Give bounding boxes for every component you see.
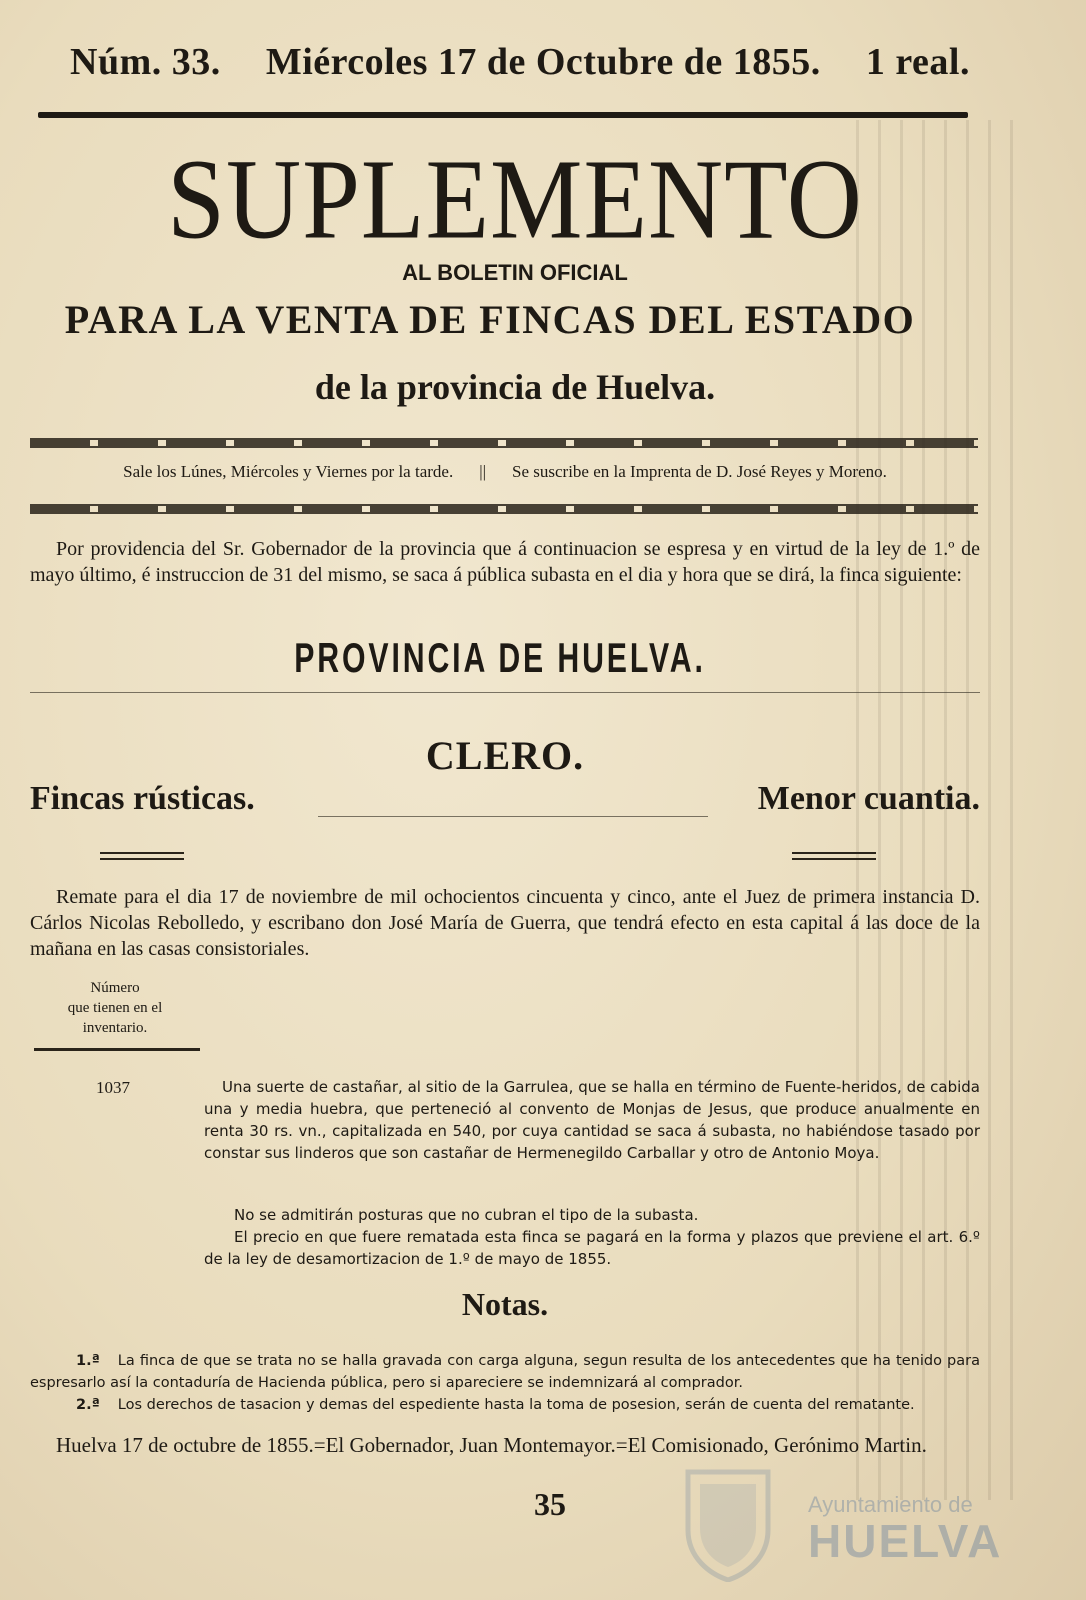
info-rule-top	[30, 438, 978, 448]
subscription-info: Se suscribe en la Imprenta de D. José Reyes y Moreno.	[512, 462, 887, 481]
note-text: Los derechos de tasacion y demas del espediente hasta la toma de posesion, serán de cuenta del rematante.	[117, 1397, 915, 1413]
left-ornament-rule	[100, 852, 184, 860]
auction-paragraph: Remate para el dia 17 de noviembre de mil ochocientos cincuenta y cinco, ante el Juez de primera instancia D. Cárlos Nicolas Rebolledo, y escribano don José María de Guerra, que tendrá efecto en esta capital á las doce de la mañana en las casas consistoriales.	[30, 886, 980, 960]
masthead-title: SUPLEMENTO	[167, 136, 863, 263]
info-separator: ||	[479, 462, 487, 481]
column-header-line: que tienen en el	[67, 1000, 163, 1016]
property-description: Una suerte de castañar, al sitio de la Garrulea, que se halla en término de Fuente-heridos, de cabida una y media huebra, que perteneció al convento de Monjas de Jesus, que produce anualmente en renta 30 rs. vn., capitalizada en 540, por cuya cantidad se saca á subasta, no habiéndose tasado por constar sus linderos que son castañar de Hermenegildo Carballar y otro de Antonio Moya.	[204, 1078, 980, 1162]
inventory-number: 1037	[96, 1078, 130, 1097]
masthead-subtitle: AL BOLETIN OFICIAL	[402, 260, 628, 285]
issue-number: Núm. 33.	[70, 41, 221, 83]
publication-schedule: Sale los Lúnes, Miércoles y Viernes por la tarde.	[123, 462, 454, 481]
inventory-column-header	[40, 978, 190, 1038]
issue-header	[70, 40, 970, 84]
column-header-rule	[34, 1048, 200, 1051]
issue-price: 1 real.	[865, 41, 970, 83]
intro-paragraph: Por providencia del Sr. Gobernador de la provincia que á continuacion se espresa y en virtud de la ley de 1.º de mayo último, é instruccion de 31 del mismo, se saca á pública subasta en el dia y hora que se dirá, la finca siguiente:	[30, 538, 980, 586]
column-header-line: inventario.	[82, 1020, 148, 1036]
notes-heading: Notas.	[461, 1286, 549, 1322]
right-ornament-rule	[792, 852, 876, 860]
coat-of-arms-watermark	[680, 1466, 776, 1582]
note-item	[30, 1394, 980, 1416]
condition-line: No se admitirán posturas que no cubran el tipo de la subasta.	[234, 1206, 699, 1224]
category-heading: CLERO.	[425, 733, 585, 778]
publication-info	[30, 462, 980, 482]
province-heading: PROVINCIA DE HUELVA.	[294, 634, 706, 681]
masthead-province: de la provincia de Huelva.	[314, 367, 716, 407]
province-rule	[30, 692, 980, 693]
info-rule-bottom	[30, 504, 978, 514]
masthead-purpose: PARA LA VENTA DE FINCAS DEL ESTADO	[64, 297, 916, 342]
header-rule	[38, 112, 968, 118]
watermark-line2: HUELVA	[808, 1515, 1003, 1567]
note-number: 2.ª	[76, 1397, 100, 1413]
condition-line: El precio en que fuere rematada esta finca se pagará en la forma y plazos que previene el art. 6.º de la ley de desamortizacion de 1.º de mayo de 1855.	[204, 1228, 980, 1268]
watermark-line1: Ayuntamiento de	[808, 1492, 973, 1517]
archive-watermark	[808, 1492, 1008, 1567]
note-text: La finca de que se trata no se halla gravada con carga alguna, segun resulta de los antecedentes que ha tenido para espresarlo así la contaduría de Hacienda pública, pero si apareciere se indemnizará al comprador.	[30, 1353, 980, 1391]
section-rule	[318, 816, 708, 817]
page-number: 35	[534, 1486, 566, 1522]
value-class-label: Menor cuantia.	[757, 780, 980, 817]
note-number: 1.ª	[76, 1353, 100, 1369]
note-item	[30, 1350, 980, 1394]
issue-date: Miércoles 17 de Octubre de 1855.	[265, 41, 821, 83]
column-header-line: Número	[90, 980, 140, 996]
signature-line: Huelva 17 de octubre de 1855.=El Gobernador, Juan Montemayor.=El Comisionado, Gerónimo Martin.	[56, 1433, 927, 1457]
property-type-label: Fincas rústicas.	[30, 780, 255, 817]
